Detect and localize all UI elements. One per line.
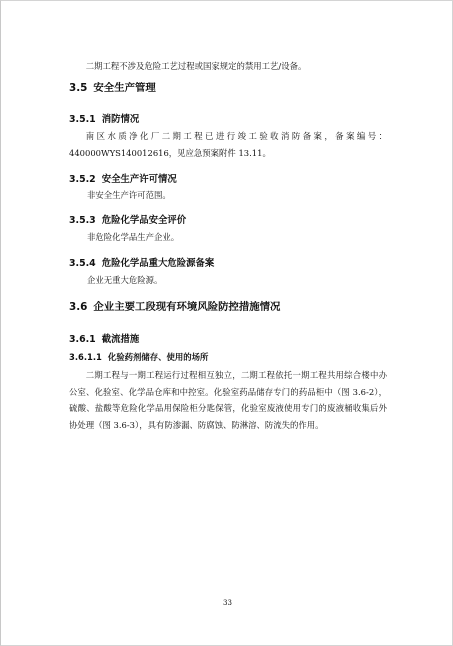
- heading-number: 3.5.1: [69, 114, 96, 125]
- heading-title: 截流措施: [101, 334, 140, 345]
- heading-title: 消防情况: [101, 114, 140, 125]
- heading-3-6-1-1: [69, 351, 387, 363]
- heading-title: 危险化学品安全评价: [101, 215, 187, 226]
- paragraph-lab-chemicals: 二期工程与一期工程运行过程相互独立，二期工程依托一期工程共用综合楼中办公室、化验室、化学品仓库和中控室。化验室药品储存专门的药品柜中（图 3.6-2），硫酸、盐酸等危险化学品用保险柜分匙保管，化验室废液使用专门的废液桶收集后外协处理（图 3.6-3），具有防渗漏、防腐蚀、防淋溶、防流失的作用。: [69, 370, 387, 430]
- heading-title: 化验药剂储存、使用的场所: [107, 352, 209, 362]
- heading-title: 安全生产管理: [93, 82, 156, 94]
- heading-number: 3.5.3: [69, 215, 96, 226]
- heading-number: 3.5.2: [69, 174, 96, 185]
- page-number: 33: [223, 599, 232, 607]
- heading-3-6-1: [69, 331, 387, 345]
- heading-number: 3.6.1: [69, 334, 96, 345]
- heading-3-5-2: [69, 171, 387, 185]
- heading-3-5: [69, 79, 387, 94]
- heading-number: 3.5.4: [69, 258, 96, 269]
- heading-title: 危险化学品重大危险源备案: [101, 258, 215, 269]
- heading-number: 3.6: [69, 301, 88, 313]
- paragraph-hazmat-evaluation: 非危险化学品生产企业。: [87, 232, 180, 242]
- heading-number: 3.5: [69, 82, 88, 94]
- heading-3-5-4: [69, 255, 387, 269]
- heading-3-5-3: [69, 212, 387, 226]
- heading-3-5-1: [69, 111, 387, 125]
- paragraph-intro: 二期工程不涉及危险工艺过程或国家规定的禁用工艺/设备。: [85, 61, 307, 71]
- heading-title: 企业主要工段现有环境风险防控措施情况: [93, 301, 281, 313]
- paragraph-fire-safety: 南区水质净化厂二期工程已进行竣工验收消防备案，备案编号：440000WYS140012616，见应急预案附件 13.11。: [69, 131, 387, 158]
- paragraph-hazard-source: 企业无重大危险源。: [87, 275, 163, 285]
- heading-number: 3.6.1.1: [69, 352, 102, 362]
- heading-title: 安全生产许可情况: [101, 174, 177, 185]
- paragraph-license: 非安全生产许可范围。: [87, 190, 171, 200]
- heading-3-6: [69, 298, 387, 313]
